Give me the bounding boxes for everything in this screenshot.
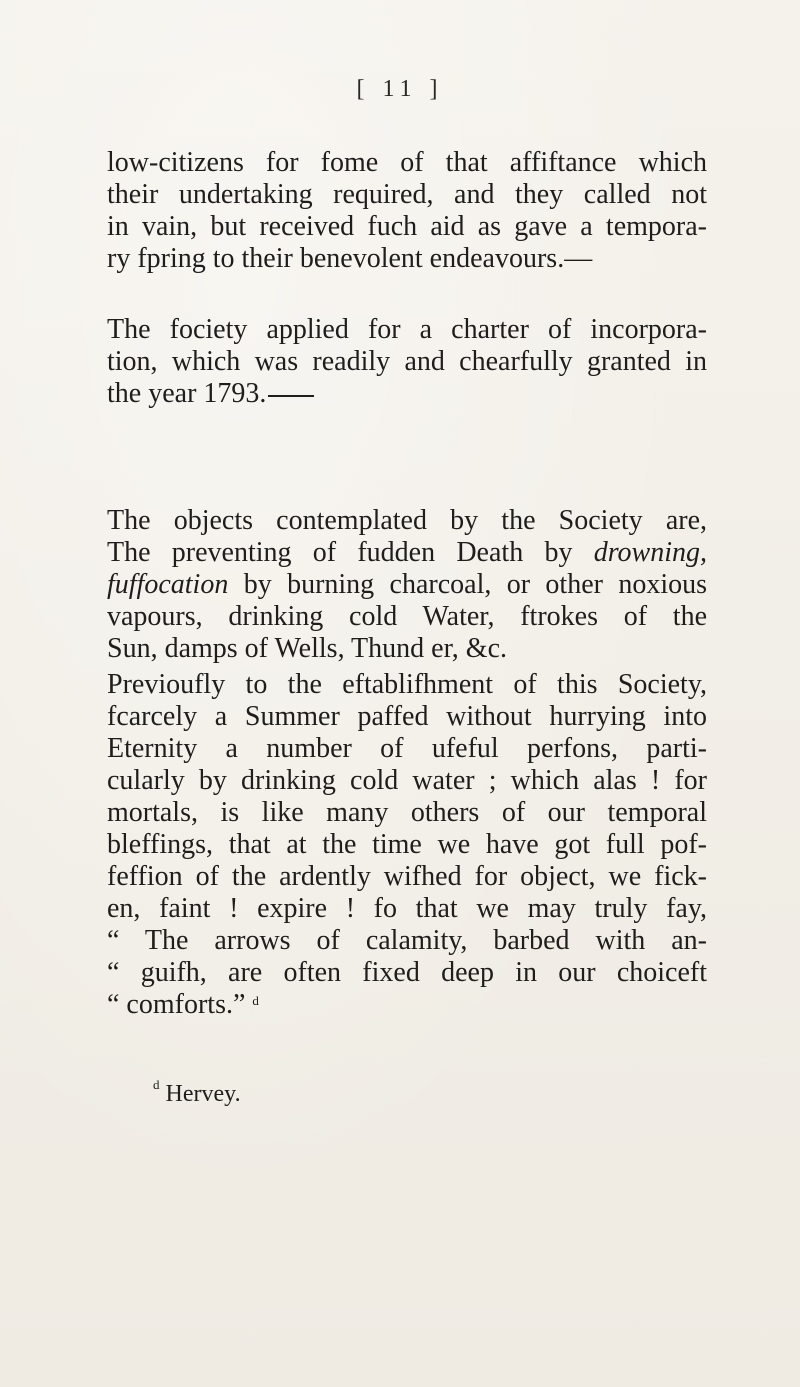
italic-term: drowning, bbox=[593, 537, 708, 568]
text-line-mixed bbox=[107, 537, 707, 569]
text-line: vapours, drinking cold Water, ftrokes of the bbox=[107, 601, 707, 632]
text-line: in vain, but received fuch aid as gave a tempora- bbox=[107, 211, 707, 242]
text-line: tion, which was readily and chearfully granted in bbox=[107, 346, 707, 377]
text-line: Previoufly to the eftablifhment of this Society, bbox=[107, 669, 707, 700]
text-line: mortals, is like many others of our temporal bbox=[107, 797, 707, 828]
paragraph-2 bbox=[107, 314, 707, 410]
text-line: ry fpring to their benevolent endeavours.— bbox=[107, 243, 593, 274]
paragraph-4 bbox=[107, 669, 707, 1021]
footnote-reference: d bbox=[252, 993, 259, 1008]
text-line: “ guifh, are often fixed deep in our choiceft bbox=[107, 957, 707, 988]
text-line-with-footnote-ref bbox=[107, 989, 707, 1021]
text-line-with-dash bbox=[107, 378, 707, 410]
paragraph-3 bbox=[107, 505, 707, 665]
text-line-mixed bbox=[107, 569, 707, 601]
footnote-text: Hervey. bbox=[165, 1081, 241, 1107]
text-line: “ The arrows of calamity, barbed with an- bbox=[107, 925, 707, 956]
footnote bbox=[153, 1077, 241, 1108]
text-line: cularly by drinking cold water ; which alas ! for bbox=[107, 765, 707, 796]
text-line: The objects contemplated by the Society are, bbox=[107, 505, 707, 536]
text-segment: the year 1793. bbox=[107, 378, 267, 409]
text-line: The fociety applied for a charter of incorpora- bbox=[107, 314, 707, 345]
text-line: Sun, damps of Wells, Thund er, &c. bbox=[107, 633, 507, 664]
em-dash-rule bbox=[268, 395, 314, 397]
text-line: feffion of the ardently wifhed for object, we fick- bbox=[107, 861, 707, 892]
text-line: their undertaking required, and they called not bbox=[107, 179, 707, 210]
text-line: en, faint ! expire ! fo that we may truly fay, bbox=[107, 893, 707, 924]
text-segment: by burning charcoal, or other noxious bbox=[243, 569, 708, 600]
text-line: fcarcely a Summer paffed without hurrying into bbox=[107, 701, 707, 732]
paragraph-1 bbox=[107, 147, 707, 275]
footnote-marker: d bbox=[153, 1077, 160, 1092]
page-number: [ 11 ] bbox=[356, 76, 444, 102]
text-line: bleffings, that at the time we have got full pof- bbox=[107, 829, 707, 860]
italic-term: fuffocation bbox=[107, 569, 229, 600]
text-segment: The preventing of fudden Death by bbox=[107, 537, 573, 568]
text-segment: “ comforts.” bbox=[107, 989, 246, 1020]
text-line: Eternity a number of ufeful perfons, parti- bbox=[107, 733, 707, 764]
text-line: low-citizens for fome of that affiftance which bbox=[107, 147, 707, 178]
